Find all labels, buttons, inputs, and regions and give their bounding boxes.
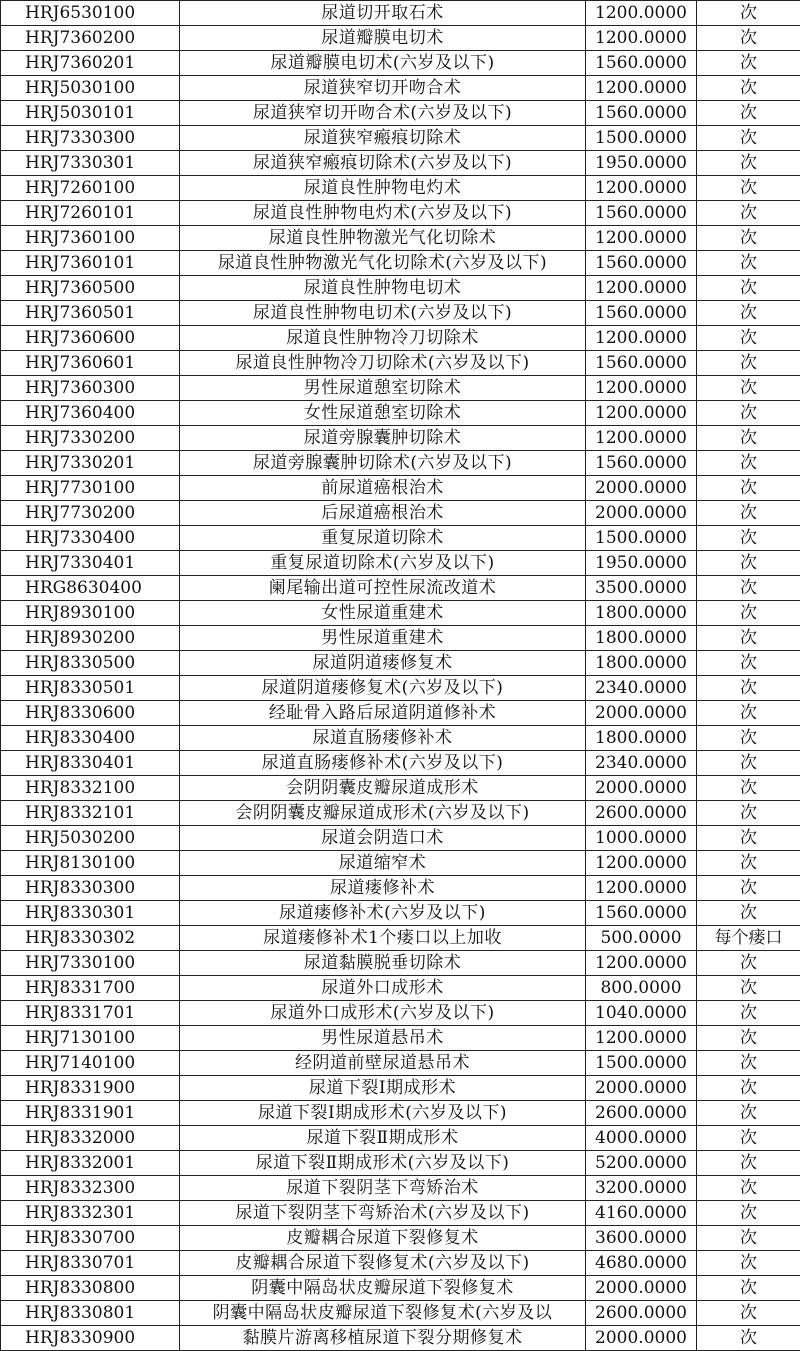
table-row bbox=[1, 1201, 800, 1226]
item-unit-cell: 每个瘘口 bbox=[697, 926, 800, 951]
item-code-cell: HRJ8930100 bbox=[1, 601, 180, 626]
item-unit-cell: 次 bbox=[697, 576, 800, 601]
item-price-cell: 500.0000 bbox=[586, 926, 697, 951]
item-code-cell: HRJ7260100 bbox=[1, 176, 180, 201]
table-row bbox=[1, 426, 800, 451]
table-row bbox=[1, 576, 800, 601]
item-unit-cell: 次 bbox=[697, 1101, 800, 1126]
item-code-cell: HRJ8930200 bbox=[1, 626, 180, 651]
item-code-cell: HRJ7330400 bbox=[1, 526, 180, 551]
item-price-cell: 5200.0000 bbox=[586, 1151, 697, 1176]
item-name-cell: 尿道外口成形术 bbox=[180, 976, 586, 1001]
item-name-cell: 尿道瓣膜电切术 bbox=[180, 26, 586, 51]
item-unit-cell: 次 bbox=[697, 1276, 800, 1301]
item-unit-cell: 次 bbox=[697, 1151, 800, 1176]
item-price-cell: 1200.0000 bbox=[586, 1, 697, 26]
item-code-cell: HRJ8330701 bbox=[1, 1251, 180, 1276]
item-price-cell: 1200.0000 bbox=[586, 401, 697, 426]
table-row bbox=[1, 101, 800, 126]
item-price-cell: 1560.0000 bbox=[586, 251, 697, 276]
item-unit-cell: 次 bbox=[697, 51, 800, 76]
item-code-cell: HRJ8330700 bbox=[1, 1226, 180, 1251]
item-unit-cell: 次 bbox=[697, 76, 800, 101]
item-price-cell: 2000.0000 bbox=[586, 1326, 697, 1351]
item-unit-cell: 次 bbox=[697, 976, 800, 1001]
table-row bbox=[1, 701, 800, 726]
table-row bbox=[1, 1001, 800, 1026]
item-name-cell: 尿道切开取石术 bbox=[180, 1, 586, 26]
item-code-cell: HRJ5030100 bbox=[1, 76, 180, 101]
item-name-cell: 皮瓣耦合尿道下裂修复术(六岁及以下) bbox=[180, 1251, 586, 1276]
item-unit-cell: 次 bbox=[697, 1301, 800, 1326]
table-row bbox=[1, 1126, 800, 1151]
item-name-cell: 会阴阴囊皮瓣尿道成形术(六岁及以下) bbox=[180, 801, 586, 826]
item-name-cell: 重复尿道切除术 bbox=[180, 526, 586, 551]
table-row bbox=[1, 151, 800, 176]
table-row bbox=[1, 801, 800, 826]
item-name-cell: 尿道缩窄术 bbox=[180, 851, 586, 876]
table-row bbox=[1, 1301, 800, 1326]
item-code-cell: HRJ8331900 bbox=[1, 1076, 180, 1101]
item-price-cell: 2000.0000 bbox=[586, 701, 697, 726]
item-name-cell: 尿道瘘修补术 bbox=[180, 876, 586, 901]
table-row bbox=[1, 876, 800, 901]
item-name-cell: 尿道良性肿物电灼术(六岁及以下) bbox=[180, 201, 586, 226]
table-row bbox=[1, 126, 800, 151]
item-price-cell: 1200.0000 bbox=[586, 176, 697, 201]
item-name-cell: 尿道良性肿物冷刀切除术 bbox=[180, 326, 586, 351]
item-price-cell: 3500.0000 bbox=[586, 576, 697, 601]
item-unit-cell: 次 bbox=[697, 351, 800, 376]
item-unit-cell: 次 bbox=[697, 526, 800, 551]
item-unit-cell: 次 bbox=[697, 951, 800, 976]
item-unit-cell: 次 bbox=[697, 1076, 800, 1101]
item-code-cell: HRJ7360500 bbox=[1, 276, 180, 301]
table-row bbox=[1, 1, 800, 26]
item-unit-cell: 次 bbox=[697, 476, 800, 501]
item-unit-cell: 次 bbox=[697, 751, 800, 776]
table-row bbox=[1, 326, 800, 351]
item-unit-cell: 次 bbox=[697, 626, 800, 651]
item-code-cell: HRJ7360100 bbox=[1, 226, 180, 251]
item-code-cell: HRJ8332300 bbox=[1, 1176, 180, 1201]
item-name-cell: 尿道旁腺囊肿切除术 bbox=[180, 426, 586, 451]
table-row bbox=[1, 176, 800, 201]
table-row bbox=[1, 1101, 800, 1126]
item-unit-cell: 次 bbox=[697, 1, 800, 26]
table-row bbox=[1, 676, 800, 701]
item-name-cell: 阴囊中隔岛状皮瓣尿道下裂修复术 bbox=[180, 1276, 586, 1301]
item-unit-cell: 次 bbox=[697, 851, 800, 876]
item-code-cell: HRJ8330300 bbox=[1, 876, 180, 901]
table-row bbox=[1, 1051, 800, 1076]
item-name-cell: 尿道直肠瘘修补术(六岁及以下) bbox=[180, 751, 586, 776]
item-name-cell: 后尿道癌根治术 bbox=[180, 501, 586, 526]
item-unit-cell: 次 bbox=[697, 226, 800, 251]
item-unit-cell: 次 bbox=[697, 826, 800, 851]
item-price-cell: 1200.0000 bbox=[586, 876, 697, 901]
table-row bbox=[1, 201, 800, 226]
item-price-cell: 1800.0000 bbox=[586, 651, 697, 676]
item-unit-cell: 次 bbox=[697, 176, 800, 201]
item-price-cell: 1200.0000 bbox=[586, 226, 697, 251]
item-price-cell: 1560.0000 bbox=[586, 101, 697, 126]
item-price-cell: 4680.0000 bbox=[586, 1251, 697, 1276]
item-name-cell: 尿道下裂Ⅱ期成形术(六岁及以下) bbox=[180, 1151, 586, 1176]
item-name-cell: 阑尾输出道可控性尿流改道术 bbox=[180, 576, 586, 601]
table-row bbox=[1, 976, 800, 1001]
item-unit-cell: 次 bbox=[697, 1226, 800, 1251]
item-unit-cell: 次 bbox=[697, 1201, 800, 1226]
item-code-cell: HRJ8332000 bbox=[1, 1126, 180, 1151]
item-price-cell: 1800.0000 bbox=[586, 726, 697, 751]
item-code-cell: HRJ8330400 bbox=[1, 726, 180, 751]
item-code-cell: HRJ7140100 bbox=[1, 1051, 180, 1076]
table-row bbox=[1, 226, 800, 251]
item-code-cell: HRJ8330301 bbox=[1, 901, 180, 926]
item-price-cell: 1560.0000 bbox=[586, 201, 697, 226]
item-price-cell: 2340.0000 bbox=[586, 676, 697, 701]
item-code-cell: HRJ7330300 bbox=[1, 126, 180, 151]
item-unit-cell: 次 bbox=[697, 26, 800, 51]
item-code-cell: HRJ8332301 bbox=[1, 1201, 180, 1226]
item-code-cell: HRJ8330302 bbox=[1, 926, 180, 951]
table-row bbox=[1, 776, 800, 801]
item-price-cell: 2340.0000 bbox=[586, 751, 697, 776]
item-code-cell: HRJ8330401 bbox=[1, 751, 180, 776]
table-body bbox=[1, 1, 800, 1351]
table-row bbox=[1, 376, 800, 401]
item-code-cell: HRJ7330100 bbox=[1, 951, 180, 976]
item-price-cell: 1200.0000 bbox=[586, 1026, 697, 1051]
item-name-cell: 尿道瘘修补术1个瘘口以上加收 bbox=[180, 926, 586, 951]
table-row bbox=[1, 1151, 800, 1176]
item-code-cell: HRJ8331700 bbox=[1, 976, 180, 1001]
item-name-cell: 尿道阴道瘘修复术 bbox=[180, 651, 586, 676]
item-price-cell: 1200.0000 bbox=[586, 76, 697, 101]
item-unit-cell: 次 bbox=[697, 801, 800, 826]
table-row bbox=[1, 626, 800, 651]
item-unit-cell: 次 bbox=[697, 1051, 800, 1076]
item-code-cell: HRJ7130100 bbox=[1, 1026, 180, 1051]
table-row bbox=[1, 1076, 800, 1101]
table-row bbox=[1, 926, 800, 951]
item-name-cell: 会阴阴囊皮瓣尿道成形术 bbox=[180, 776, 586, 801]
item-code-cell: HRJ6530100 bbox=[1, 1, 180, 26]
item-name-cell: 尿道良性肿物电切术 bbox=[180, 276, 586, 301]
item-price-cell: 1200.0000 bbox=[586, 951, 697, 976]
item-price-cell: 800.0000 bbox=[586, 976, 697, 1001]
item-code-cell: HRJ8330500 bbox=[1, 651, 180, 676]
item-price-cell: 1950.0000 bbox=[586, 551, 697, 576]
item-name-cell: 尿道狭窄瘢痕切除术 bbox=[180, 126, 586, 151]
table-row bbox=[1, 26, 800, 51]
item-price-cell: 2000.0000 bbox=[586, 476, 697, 501]
item-price-cell: 2000.0000 bbox=[586, 501, 697, 526]
item-code-cell: HRJ7260101 bbox=[1, 201, 180, 226]
item-name-cell: 重复尿道切除术(六岁及以下) bbox=[180, 551, 586, 576]
item-name-cell: 尿道瓣膜电切术(六岁及以下) bbox=[180, 51, 586, 76]
item-name-cell: 经阴道前壁尿道悬吊术 bbox=[180, 1051, 586, 1076]
item-unit-cell: 次 bbox=[697, 151, 800, 176]
item-code-cell: HRJ8330900 bbox=[1, 1326, 180, 1351]
item-code-cell: HRJ8332101 bbox=[1, 801, 180, 826]
item-unit-cell: 次 bbox=[697, 726, 800, 751]
item-name-cell: 男性尿道重建术 bbox=[180, 626, 586, 651]
item-unit-cell: 次 bbox=[697, 126, 800, 151]
item-price-cell: 1000.0000 bbox=[586, 826, 697, 851]
item-name-cell: 男性尿道憩室切除术 bbox=[180, 376, 586, 401]
item-name-cell: 尿道下裂Ⅰ期成形术 bbox=[180, 1076, 586, 1101]
item-code-cell: HRJ7360200 bbox=[1, 26, 180, 51]
item-unit-cell: 次 bbox=[697, 601, 800, 626]
item-name-cell: 尿道会阴造口术 bbox=[180, 826, 586, 851]
item-price-cell: 1200.0000 bbox=[586, 376, 697, 401]
item-price-cell: 1040.0000 bbox=[586, 1001, 697, 1026]
item-name-cell: 尿道良性肿物激光气化切除术 bbox=[180, 226, 586, 251]
table-row bbox=[1, 351, 800, 376]
item-unit-cell: 次 bbox=[697, 101, 800, 126]
item-unit-cell: 次 bbox=[697, 401, 800, 426]
item-code-cell: HRJ7360501 bbox=[1, 301, 180, 326]
item-name-cell: 尿道外口成形术(六岁及以下) bbox=[180, 1001, 586, 1026]
table-row bbox=[1, 1176, 800, 1201]
item-name-cell: 尿道阴道瘘修复术(六岁及以下) bbox=[180, 676, 586, 701]
item-unit-cell: 次 bbox=[697, 876, 800, 901]
table-row bbox=[1, 901, 800, 926]
table-row bbox=[1, 476, 800, 501]
table-row bbox=[1, 851, 800, 876]
item-code-cell: HRJ7730200 bbox=[1, 501, 180, 526]
item-price-cell: 1500.0000 bbox=[586, 1051, 697, 1076]
item-code-cell: HRJ7730100 bbox=[1, 476, 180, 501]
table-row bbox=[1, 451, 800, 476]
table-row bbox=[1, 1251, 800, 1276]
item-price-cell: 3200.0000 bbox=[586, 1176, 697, 1201]
item-price-cell: 1560.0000 bbox=[586, 51, 697, 76]
item-code-cell: HRJ5030200 bbox=[1, 826, 180, 851]
item-code-cell: HRJ7360400 bbox=[1, 401, 180, 426]
item-price-cell: 2600.0000 bbox=[586, 1101, 697, 1126]
item-name-cell: 尿道狭窄切开吻合术 bbox=[180, 76, 586, 101]
item-code-cell: HRJ7330301 bbox=[1, 151, 180, 176]
item-unit-cell: 次 bbox=[697, 1126, 800, 1151]
item-name-cell: 经耻骨入路后尿道阴道修补术 bbox=[180, 701, 586, 726]
table-row bbox=[1, 51, 800, 76]
item-name-cell: 尿道瘘修补术(六岁及以下) bbox=[180, 901, 586, 926]
item-name-cell: 男性尿道悬吊术 bbox=[180, 1026, 586, 1051]
table-row bbox=[1, 1326, 800, 1351]
item-price-cell: 2600.0000 bbox=[586, 1301, 697, 1326]
table-row bbox=[1, 501, 800, 526]
item-price-cell: 1560.0000 bbox=[586, 901, 697, 926]
table-row bbox=[1, 401, 800, 426]
item-code-cell: HRJ8331901 bbox=[1, 1101, 180, 1126]
item-unit-cell: 次 bbox=[697, 1326, 800, 1351]
item-code-cell: HRJ8330801 bbox=[1, 1301, 180, 1326]
table-row bbox=[1, 276, 800, 301]
item-name-cell: 黏膜片游离移植尿道下裂分期修复术 bbox=[180, 1326, 586, 1351]
item-unit-cell: 次 bbox=[697, 551, 800, 576]
item-price-cell: 1950.0000 bbox=[586, 151, 697, 176]
item-code-cell: HRJ8332100 bbox=[1, 776, 180, 801]
item-price-cell: 2000.0000 bbox=[586, 1076, 697, 1101]
item-price-cell: 1200.0000 bbox=[586, 851, 697, 876]
item-code-cell: HRJ7360101 bbox=[1, 251, 180, 276]
table-row bbox=[1, 526, 800, 551]
item-code-cell: HRJ7330401 bbox=[1, 551, 180, 576]
item-unit-cell: 次 bbox=[697, 276, 800, 301]
item-code-cell: HRJ7360601 bbox=[1, 351, 180, 376]
item-price-cell: 1560.0000 bbox=[586, 301, 697, 326]
table-row bbox=[1, 726, 800, 751]
item-code-cell: HRJ8330600 bbox=[1, 701, 180, 726]
item-unit-cell: 次 bbox=[697, 901, 800, 926]
table-row bbox=[1, 301, 800, 326]
item-code-cell: HRJ5030101 bbox=[1, 101, 180, 126]
table-row bbox=[1, 1276, 800, 1301]
item-code-cell: HRJ8330501 bbox=[1, 676, 180, 701]
item-price-cell: 4160.0000 bbox=[586, 1201, 697, 1226]
table-row bbox=[1, 551, 800, 576]
item-unit-cell: 次 bbox=[697, 651, 800, 676]
item-code-cell: HRJ8130100 bbox=[1, 851, 180, 876]
item-name-cell: 阴囊中隔岛状皮瓣尿道下裂修复术(六岁及以 bbox=[180, 1301, 586, 1326]
item-price-cell: 1200.0000 bbox=[586, 26, 697, 51]
item-code-cell: HRJ7360600 bbox=[1, 326, 180, 351]
item-unit-cell: 次 bbox=[697, 201, 800, 226]
item-price-cell: 3600.0000 bbox=[586, 1226, 697, 1251]
item-name-cell: 尿道下裂阴茎下弯矫治术 bbox=[180, 1176, 586, 1201]
item-name-cell: 尿道良性肿物激光气化切除术(六岁及以下) bbox=[180, 251, 586, 276]
table-row bbox=[1, 751, 800, 776]
item-price-cell: 1200.0000 bbox=[586, 276, 697, 301]
item-unit-cell: 次 bbox=[697, 426, 800, 451]
table-row bbox=[1, 826, 800, 851]
item-unit-cell: 次 bbox=[697, 251, 800, 276]
item-price-cell: 2600.0000 bbox=[586, 801, 697, 826]
item-unit-cell: 次 bbox=[697, 1026, 800, 1051]
item-unit-cell: 次 bbox=[697, 1176, 800, 1201]
item-unit-cell: 次 bbox=[697, 776, 800, 801]
item-price-cell: 2000.0000 bbox=[586, 1276, 697, 1301]
item-unit-cell: 次 bbox=[697, 501, 800, 526]
item-price-cell: 2000.0000 bbox=[586, 776, 697, 801]
item-name-cell: 尿道下裂Ⅱ期成形术 bbox=[180, 1126, 586, 1151]
table-row bbox=[1, 1226, 800, 1251]
item-name-cell: 尿道良性肿物电切术(六岁及以下) bbox=[180, 301, 586, 326]
item-name-cell: 尿道旁腺囊肿切除术(六岁及以下) bbox=[180, 451, 586, 476]
item-name-cell: 尿道黏膜脱垂切除术 bbox=[180, 951, 586, 976]
item-unit-cell: 次 bbox=[697, 301, 800, 326]
item-code-cell: HRJ8330800 bbox=[1, 1276, 180, 1301]
item-price-cell: 1560.0000 bbox=[586, 351, 697, 376]
item-unit-cell: 次 bbox=[697, 1251, 800, 1276]
item-name-cell: 尿道狭窄瘢痕切除术(六岁及以下) bbox=[180, 151, 586, 176]
item-code-cell: HRG8630400 bbox=[1, 576, 180, 601]
item-unit-cell: 次 bbox=[697, 451, 800, 476]
item-name-cell: 尿道下裂Ⅰ期成形术(六岁及以下) bbox=[180, 1101, 586, 1126]
item-price-cell: 1800.0000 bbox=[586, 626, 697, 651]
item-price-cell: 1800.0000 bbox=[586, 601, 697, 626]
table-row bbox=[1, 1026, 800, 1051]
item-name-cell: 尿道良性肿物电灼术 bbox=[180, 176, 586, 201]
table-row bbox=[1, 251, 800, 276]
item-price-cell: 1200.0000 bbox=[586, 326, 697, 351]
item-unit-cell: 次 bbox=[697, 676, 800, 701]
item-name-cell: 女性尿道憩室切除术 bbox=[180, 401, 586, 426]
item-name-cell: 女性尿道重建术 bbox=[180, 601, 586, 626]
item-name-cell: 前尿道癌根治术 bbox=[180, 476, 586, 501]
item-price-cell: 4000.0000 bbox=[586, 1126, 697, 1151]
item-name-cell: 尿道下裂阴茎下弯矫治术(六岁及以下) bbox=[180, 1201, 586, 1226]
item-price-cell: 1560.0000 bbox=[586, 451, 697, 476]
item-unit-cell: 次 bbox=[697, 701, 800, 726]
item-code-cell: HRJ7360201 bbox=[1, 51, 180, 76]
table-row bbox=[1, 601, 800, 626]
item-name-cell: 尿道良性肿物冷刀切除术(六岁及以下) bbox=[180, 351, 586, 376]
table-row bbox=[1, 951, 800, 976]
item-code-cell: HRJ7330200 bbox=[1, 426, 180, 451]
item-code-cell: HRJ7330201 bbox=[1, 451, 180, 476]
item-price-cell: 1500.0000 bbox=[586, 126, 697, 151]
item-code-cell: HRJ8332001 bbox=[1, 1151, 180, 1176]
item-name-cell: 尿道狭窄切开吻合术(六岁及以下) bbox=[180, 101, 586, 126]
table-row bbox=[1, 76, 800, 101]
item-unit-cell: 次 bbox=[697, 1001, 800, 1026]
table-row bbox=[1, 651, 800, 676]
item-name-cell: 尿道直肠瘘修补术 bbox=[180, 726, 586, 751]
item-code-cell: HRJ8331701 bbox=[1, 1001, 180, 1026]
item-code-cell: HRJ7360300 bbox=[1, 376, 180, 401]
item-price-cell: 1500.0000 bbox=[586, 526, 697, 551]
item-unit-cell: 次 bbox=[697, 326, 800, 351]
item-price-cell: 1200.0000 bbox=[586, 426, 697, 451]
item-unit-cell: 次 bbox=[697, 376, 800, 401]
item-name-cell: 皮瓣耦合尿道下裂修复术 bbox=[180, 1226, 586, 1251]
